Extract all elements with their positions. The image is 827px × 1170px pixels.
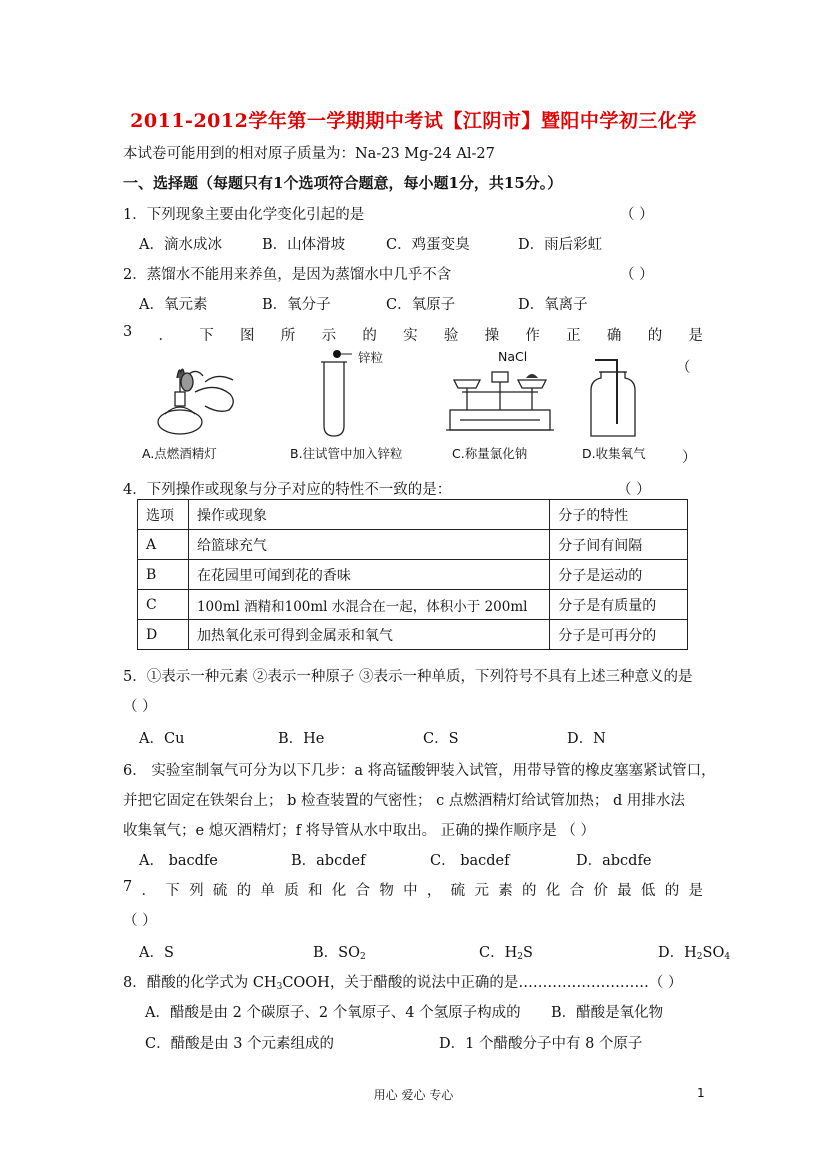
table-cell: 加热氧化汞可得到金属汞和氧气	[188, 620, 549, 650]
table-cell: 给篮球充气	[188, 530, 549, 560]
page-footer: 用心 爱心 专心	[373, 1088, 454, 1102]
question-2-option-a: A．氧元素	[139, 297, 208, 313]
table-row	[138, 590, 688, 620]
table-row	[138, 620, 688, 650]
question-4-table	[137, 499, 688, 650]
figure-caption-b: B.往试管中加入锌粒	[290, 446, 403, 461]
question-3-stem: 3 ． 下 图 所 示 的 实 验 操 作 正 确 的 是	[123, 324, 703, 344]
question-8-option-d: D．1 个醋酸分子中有 8 个原子	[439, 1036, 643, 1052]
table-header-cell: 选项	[138, 500, 189, 530]
question-3-paren-open: （	[676, 360, 691, 376]
question-5-option-b: B．He	[278, 731, 325, 747]
question-8-option-c: C．醋酸是由 3 个元素组成的	[145, 1036, 335, 1052]
question-2-option-c: C．氧原子	[386, 297, 456, 313]
table-cell: 分子是有质量的	[550, 590, 688, 620]
table-row	[138, 560, 688, 590]
question-1-option-b: B．山体滑坡	[262, 237, 346, 253]
question-8-option-b: B．醋酸是氧化物	[551, 1005, 664, 1021]
table-row	[138, 530, 688, 560]
figure-caption-a: A.点燃酒精灯	[142, 446, 217, 461]
figure-caption-c: C.称量氯化钠	[452, 446, 528, 461]
table-cell: 分子是运动的	[550, 560, 688, 590]
figure-caption-d: D.收集氧气	[582, 446, 646, 461]
table-cell: A	[138, 530, 189, 560]
question-6-line-2: 并把它固定在铁架台上； b 检查装置的气密性； c 点燃酒精灯给试管加热； d 用排水法	[123, 793, 685, 809]
question-5-stem: 5．①表示一种元素 ②表示一种原子 ③表示一种单质，下列符号不具有上述三种意义的是	[123, 669, 693, 685]
question-8-stem: 8．醋酸的化学式为 $CH_3COOH$，关于醋酸的说法中正确的是………………………（ ）	[123, 975, 683, 992]
table-cell: B	[138, 560, 189, 590]
table-cell: 100ml 酒精和100ml 水混合在一起，体积小于 200ml	[188, 590, 549, 620]
balance-figure	[440, 362, 560, 442]
question-3-paren-close: ）	[682, 450, 697, 466]
table-header-cell: 分子的特性	[550, 500, 688, 530]
question-2-answer-blank: （ ）	[620, 267, 654, 283]
question-7-option-c: C．$H_2S$	[479, 945, 533, 962]
question-1-option-d: D．雨后彩虹	[518, 237, 603, 253]
nacl-label: NaCl	[498, 349, 528, 364]
table-cell: D	[138, 620, 189, 650]
table-cell: C	[138, 590, 189, 620]
section-heading: 一、选择题（每题只有1个选项符合题意，每小题1分，共15分。）	[123, 174, 563, 192]
question-2-option-b: B．氧分子	[262, 297, 331, 313]
table-cell: 分子间有间隔	[550, 530, 688, 560]
question-6-line-1: 6． 实验室制氧气可分为以下几步：a 将高锰酸钾装入试管，用带导管的橡皮塞塞紧试管口，	[123, 763, 716, 779]
page-number: 1	[697, 1086, 705, 1100]
question-2-stem: 2．蒸馏水不能用来养鱼，是因为蒸馏水中几乎不含	[123, 267, 452, 283]
alcohol-lamp-figure	[145, 352, 255, 442]
question-5-option-a: A．Cu	[139, 731, 185, 747]
question-7-answer-blank: （ ）	[123, 913, 157, 929]
page-title: 2011-2012学年第一学期期中考试【江阴市】暨阳中学初三化学	[130, 110, 697, 132]
table-cell: 分子是可再分的	[550, 620, 688, 650]
table-header-row	[138, 500, 688, 530]
question-5-option-d: D．N	[567, 731, 606, 747]
question-6-option-b: B．abcdef	[291, 853, 366, 869]
question-6-option-a: A． bacdfe	[139, 853, 218, 869]
question-6-option-d: D．abcdfe	[576, 853, 652, 869]
question-2-option-d: D．氧离子	[518, 297, 588, 313]
question-4-stem: 4．下列操作或现象与分子对应的特性不一致的是：	[123, 482, 452, 498]
question-1-stem: 1．下列现象主要由化学变化引起的是	[123, 207, 365, 223]
question-6-line-3: 收集氧气；e 熄灭酒精灯；f 将导管从水中取出。 正确的操作顺序是 （ ）	[123, 823, 595, 839]
question-5-option-c: C．S	[423, 731, 459, 747]
question-1-option-a: A．滴水成冰	[139, 237, 222, 253]
question-1-answer-blank: （ ）	[620, 207, 654, 223]
zinc-granule-icon	[333, 350, 341, 358]
question-1-option-c: C．鸡蛋变臭	[386, 237, 470, 253]
atomic-mass-note: 本试卷可能用到的相对原子质量为：Na-23 Mg-24 Al-27	[123, 146, 495, 162]
question-6-option-c: C． bacdef	[430, 853, 510, 869]
table-header-cell: 操作或现象	[188, 500, 549, 530]
question-5-answer-blank: （ ）	[123, 699, 157, 715]
gas-bottle-figure	[585, 352, 645, 442]
zinc-label: 锌粒	[358, 350, 384, 365]
question-7-option-a: A．S	[139, 945, 174, 961]
question-8-option-a: A．醋酸是由 2 个碳原子、2 个氧原子、4 个氢原子构成的	[145, 1005, 521, 1021]
question-7-option-d: D．$H_2SO_4$	[658, 945, 731, 962]
table-cell: 在花园里可闻到花的香味	[188, 560, 549, 590]
question-7-option-b: B．$SO_2$	[313, 945, 366, 962]
question-4-answer-blank: （ ）	[617, 482, 651, 498]
question-7-stem: 7 ． 下 列 硫 的 单 质 和 化 合 物 中 ， 硫 元 素 的 化 合 价 最 低 的 是	[123, 879, 703, 899]
